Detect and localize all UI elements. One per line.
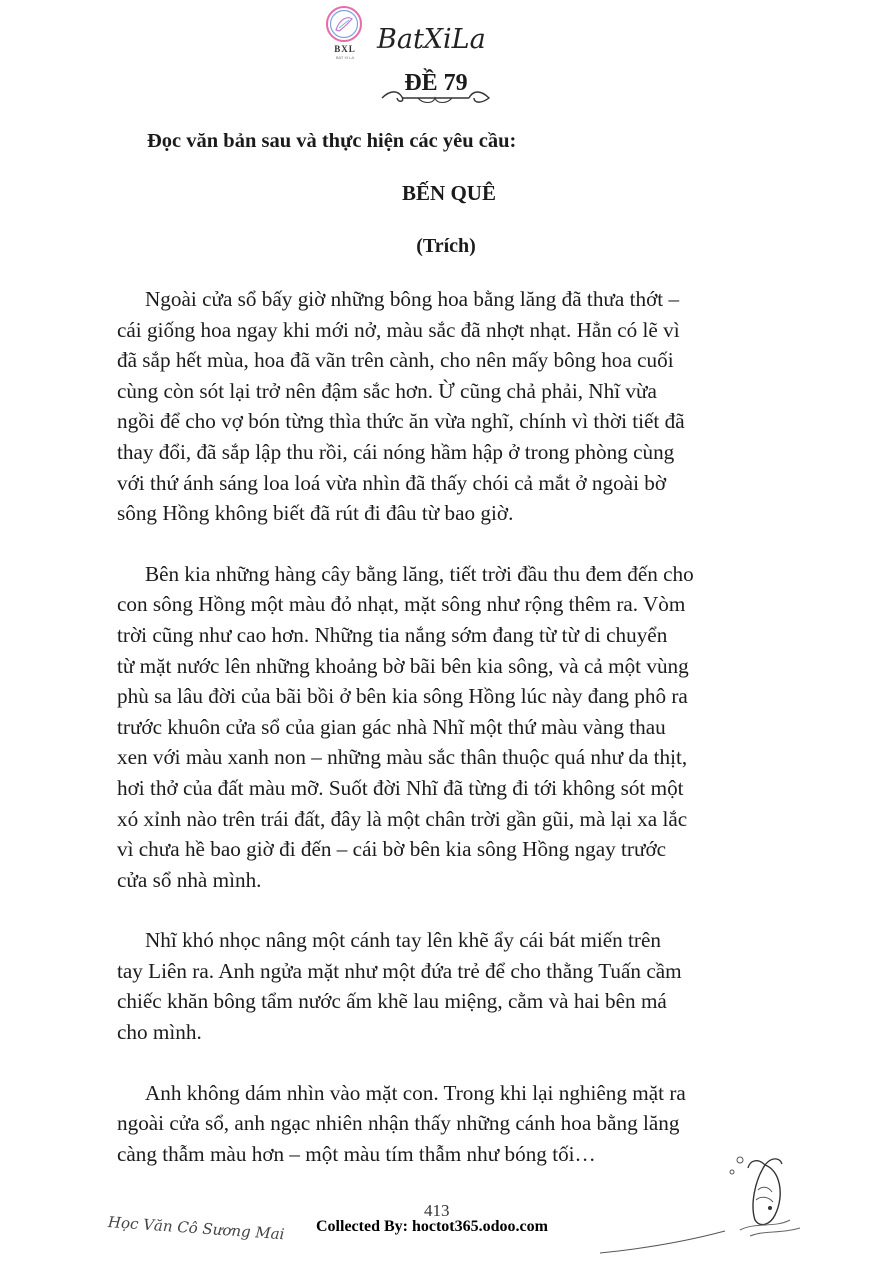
story-line: trước khuôn cửa sổ của gian gác nhà Nhĩ một thứ màu vàng thau: [117, 714, 666, 739]
story-line: ngồi để cho vợ bón từng thìa thức ăn vừa nghĩ, chính vì thời tiết đã: [117, 409, 685, 434]
story-paragraph: [117, 559, 757, 896]
story-line: tay Liên ra. Anh ngửa mặt như một đứa trẻ để cho thằng Tuấn cầm: [117, 958, 682, 983]
story-line: Nhĩ khó nhọc nâng một cánh tay lên khẽ ẩy cái bát miến trên: [145, 928, 661, 953]
story-line: cho mình.: [117, 1020, 202, 1045]
story-line: từ mặt nước lên những khoảng bờ bãi bên kia sông, và cả một vùng: [117, 653, 689, 678]
story-paragraph: [117, 1078, 757, 1170]
story-line: chiếc khăn bông tẩm nước ấm khẽ lau miệng, cằm và hai bên má: [117, 989, 667, 1014]
footer-swirl-icon: [600, 1225, 730, 1257]
story-paragraph: [117, 284, 757, 529]
koi-fish-icon: [720, 1150, 815, 1240]
story-line: xó xỉnh nào trên trái đất, đây là một chân trời gần gũi, mà lại xa lắc: [117, 806, 688, 831]
collected-by: Collected By: hoctot365.odoo.com: [316, 1218, 548, 1235]
story-paragraph: [117, 925, 757, 1047]
story-line: đã sắp hết mùa, hoa đã vãn trên cành, cho nên mấy bông hoa cuối: [117, 348, 674, 373]
exam-title: ĐỀ 79: [404, 70, 468, 96]
story-line: thay đổi, đã sắp lập thu rồi, cái nóng hầm hập ở trong phòng cùng: [117, 439, 675, 464]
story-line: sông Hồng không biết đã rút đi đâu từ bao giờ.: [117, 501, 514, 526]
story-line: càng thẫm màu hơn – một màu tím thẫm như bóng tối…: [117, 1141, 596, 1166]
story-line: Ngoài cửa sổ bấy giờ những bông hoa bằng lăng đã thưa thớt –: [145, 287, 680, 311]
story-line: phù sa lâu đời của bãi bồi ở bên kia sông Hồng lúc này đang phô ra: [117, 684, 688, 709]
story-subtitle: (Trích): [416, 235, 476, 257]
story-line: Bên kia những hàng cây bằng lăng, tiết trời đầu thu đem đến cho: [145, 561, 694, 586]
title-flourish-icon: [378, 88, 493, 108]
story-title: [0, 181, 892, 206]
story-line: xen với màu xanh non – những màu sắc thân thuộc quá như da thịt,: [117, 745, 688, 770]
brand-name: BatXiLa: [377, 24, 486, 55]
story-line: với thứ ánh sáng loa loá vừa nhìn đã thấy chói cả mắt ở ngoài bờ: [117, 470, 667, 495]
story-line: Anh không dám nhìn vào mặt con. Trong khi lại nghiêng mặt ra: [145, 1080, 686, 1105]
story-line: cửa sổ nhà mình.: [117, 867, 262, 892]
story-line: cái giống hoa ngay khi mới nở, màu sắc đã nhợt nhạt. Hẳn có lẽ vì: [117, 317, 680, 342]
story-line: cùng còn sót lại trở nên đậm sắc hơn. Ừ cũng chả phải, Nhĩ vừa: [117, 378, 657, 403]
story-line: trời cũng như cao hơn. Những tia nắng sớm đang từ từ di chuyển: [117, 622, 668, 647]
instruction: Đọc văn bản sau và thực hiện các yêu cầu:: [147, 130, 517, 152]
logo-text: BXL: [334, 44, 356, 54]
story-line: ngoài cửa sổ, anh ngạc nhiên nhận thấy những cánh hoa bằng lăng: [117, 1111, 680, 1136]
logo-subtext: BAT XI LA: [335, 55, 355, 60]
story-line: con sông Hồng một màu đỏ nhạt, mặt sông như rộng thêm ra. Vòm: [117, 592, 686, 617]
story-body: [117, 284, 757, 1199]
story-title-text: BẾN QUÊ: [402, 181, 496, 205]
story-line: hơi thở của đất màu mỡ. Suốt đời Nhĩ đã từng đi tới không sót một: [117, 775, 684, 800]
footer-author: Học Văn Cô Sương Mai: [107, 1213, 286, 1244]
page-number: 413: [424, 1201, 450, 1220]
story-line: vì chưa hề bao giờ đi đến – cái bờ bên kia sông Hồng ngay trước: [117, 837, 667, 862]
